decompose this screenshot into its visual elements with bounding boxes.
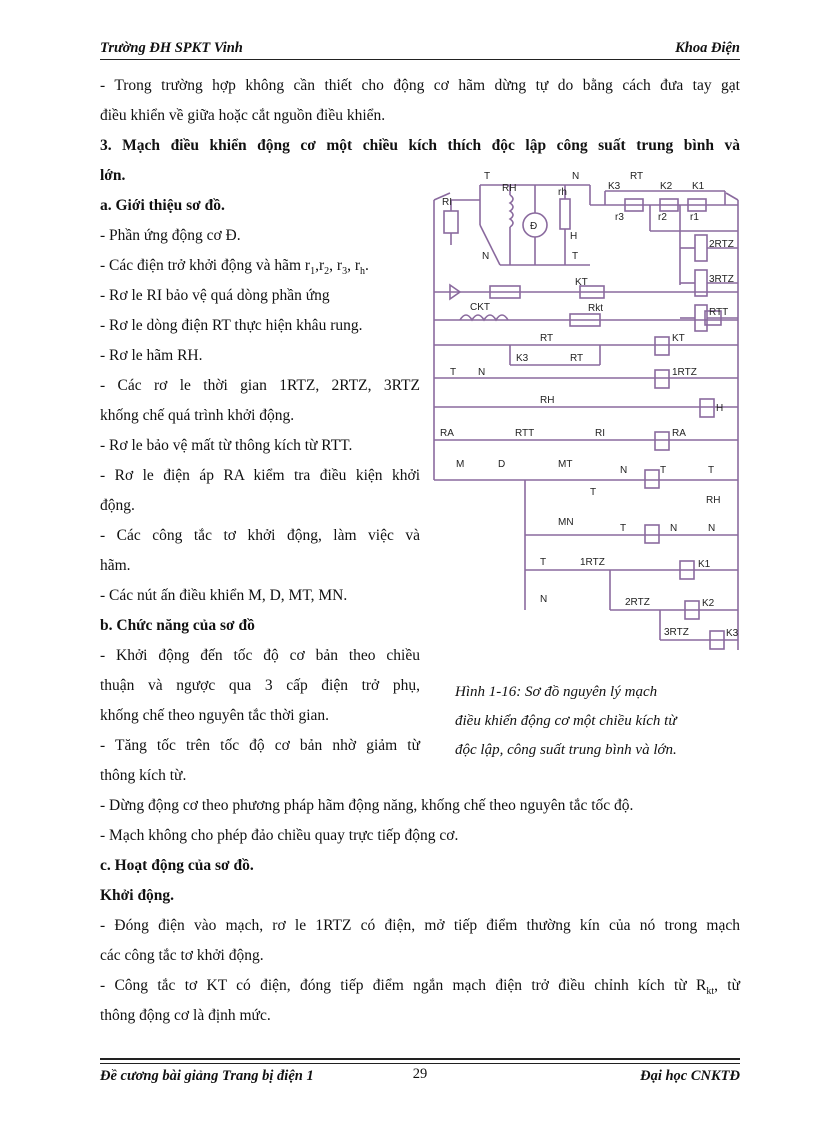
- diagram-label: r2: [658, 212, 667, 223]
- circuit-diagram: [420, 165, 750, 675]
- list-c-item: - Công tắc tơ KT có điện, đóng tiếp điểm ngắn mạch điện trở điều chỉnh kích từ $R_{kt}$, từ: [100, 977, 740, 998]
- diagram-label: T: [484, 171, 491, 182]
- list-a-item: - Các nút ấn điều khiển M, D, MT, MN.: [100, 587, 348, 604]
- diagram-label: D: [498, 459, 506, 470]
- diagram-label: RA: [440, 428, 454, 439]
- diagram-label: T: [572, 251, 579, 262]
- list-a-item: khống chế quá trình khởi động.: [100, 407, 295, 424]
- page-header: [100, 38, 740, 60]
- list-b-item: - Dừng động cơ theo phương pháp hãm động năng, khống chế theo nguyên tắc tốc độ.: [100, 797, 634, 814]
- diagram-label: RTT: [515, 428, 535, 439]
- diagram-label: K1: [698, 559, 711, 570]
- header-school: Trường ĐH SPKT Vinh: [100, 40, 243, 56]
- diagram-label: K2: [702, 598, 715, 609]
- subsection-c-heading: c. Hoạt động của sơ đồ.: [100, 857, 254, 874]
- diagram-label: 3RTZ: [664, 627, 689, 638]
- diagram-label: RI: [442, 197, 452, 208]
- startup-heading: Khởi động.: [100, 887, 175, 904]
- diagram-label: rh: [558, 187, 567, 198]
- diagram-label: 2RTZ: [709, 239, 734, 250]
- list-b-item: - Khởi động đến tốc độ cơ bản theo chiều: [100, 647, 420, 664]
- page-number: 29: [412, 1066, 428, 1082]
- footer-university: Đại học CNKTĐ: [640, 1068, 740, 1084]
- footer-course: Đề cương bài giảng Trang bị điện 1: [100, 1068, 314, 1084]
- list-c-item: - Đóng điện vào mạch, rơ le 1RTZ có điện, mở tiếp điểm thường kín của nó trong mạch: [100, 917, 740, 934]
- list-a-item: - Rơ le bảo vệ mất từ thông kích từ RTT.: [100, 437, 353, 454]
- list-c-item: các công tắc tơ khởi động.: [100, 947, 264, 964]
- list-a-item: hãm.: [100, 557, 131, 574]
- diagram-label: T: [590, 487, 597, 498]
- list-a-item: động.: [100, 497, 135, 514]
- diagram-label: CKT: [470, 302, 490, 313]
- list-b-item: - Mạch không cho phép đảo chiều quay trực tiếp động cơ.: [100, 827, 459, 844]
- diagram-label: KT: [672, 333, 685, 344]
- list-c-item: thông động cơ là định mức.: [100, 1007, 271, 1024]
- diagram-label: N: [478, 367, 486, 378]
- list-b-item: khống chế theo nguyên tắc thời gian.: [100, 707, 330, 724]
- diagram-label: Rkt: [588, 303, 603, 314]
- diagram-label: 2RTZ: [625, 597, 650, 608]
- page-footer: [100, 1054, 740, 1094]
- list-a-item: - Các rơ le thời gian 1RTZ, 2RTZ, 3RTZ: [100, 377, 420, 394]
- list-a-item: - Các điện trở khởi động và hãm $r_1,r_2$, $r_3$, $r_h$.: [100, 257, 369, 278]
- list-b-item: thông kích từ.: [100, 767, 187, 784]
- diagram-label: M: [456, 459, 465, 470]
- diagram-label: N: [572, 171, 580, 182]
- footer-rule: [100, 1058, 740, 1060]
- diagram-label: 1RTZ: [580, 557, 605, 568]
- diagram-label: RT: [570, 353, 584, 364]
- list-a-item: - Rơ le điện áp RA kiểm tra điều kiện khởi: [100, 467, 420, 484]
- intro-line-2: điều khiển về giữa hoặc cắt nguồn điều khiển.: [100, 107, 386, 124]
- diagram-label: N: [708, 523, 716, 534]
- diagram-label: r3: [615, 212, 624, 223]
- diagram-label: K2: [660, 181, 673, 192]
- diagram-label: N: [670, 523, 678, 534]
- list-a-item: - Các công tắc tơ khởi động, làm việc và: [100, 527, 420, 544]
- diagram-label: 3RTZ: [709, 274, 734, 285]
- diagram-label: RI: [595, 428, 605, 439]
- diagram-label: KT: [575, 277, 588, 288]
- diagram-label: H: [570, 231, 578, 242]
- diagram-label: T: [450, 367, 457, 378]
- header-rule: [100, 59, 740, 60]
- diagram-label: MT: [558, 459, 573, 470]
- intro-line-1: - Trong trường hợp không cần thiết cho động cơ hãm dừng tự do bằng cách đưa tay gạt: [100, 77, 740, 94]
- diagram-label: RH: [502, 183, 517, 194]
- diagram-label: K1: [692, 181, 705, 192]
- header-department: Khoa Điện: [675, 40, 740, 56]
- diagram-label: K3: [608, 181, 621, 192]
- diagram-label: RTT: [709, 307, 729, 318]
- diagram-label: T: [708, 465, 715, 476]
- list-a-item: - Rơ le RI bảo vệ quá dòng phần ứng: [100, 287, 330, 304]
- diagram-label: N: [482, 251, 490, 262]
- diagram-label: K3: [516, 353, 529, 364]
- diagram-label: RT: [540, 333, 554, 344]
- diagram-label: T: [620, 523, 627, 534]
- diagram-label: H: [716, 403, 724, 414]
- diagram-label: RT: [630, 171, 644, 182]
- diagram-label: T: [660, 465, 667, 476]
- diagram-label: RA: [672, 428, 686, 439]
- list-b-item: - Tăng tốc trên tốc độ cơ bản nhờ giảm từ: [100, 737, 420, 754]
- diagram-label: N: [620, 465, 628, 476]
- diagram-label: Đ: [530, 221, 538, 232]
- section-title-line-1: 3. Mạch điều khiển động cơ một chiều kích thích độc lập công suất trung bình và: [100, 137, 740, 154]
- figure-caption: Hình 1-16: Sơ đồ nguyên lý mạch điều khiển động cơ một chiều kích từ độc lập, công suất trung bình và lớn.: [455, 684, 677, 758]
- list-a-item: - Phần ứng động cơ Đ.: [100, 227, 241, 244]
- footer-rule-thin: [100, 1063, 740, 1064]
- diagram-label: RH: [706, 495, 721, 506]
- diagram-label: 1RTZ: [672, 367, 697, 378]
- diagram-label: RH: [540, 395, 555, 406]
- subsection-a-heading: a. Giới thiệu sơ đồ.: [100, 197, 225, 214]
- diagram-label: N: [540, 594, 548, 605]
- list-a-item: - Rơ le hãm RH.: [100, 347, 203, 364]
- diagram-label: K3: [726, 628, 739, 639]
- diagram-label: T: [540, 557, 547, 568]
- diagram-label: r1: [690, 212, 699, 223]
- subsection-b-heading: b. Chức năng của sơ đồ: [100, 617, 255, 634]
- diagram-label: MN: [558, 517, 574, 528]
- list-a-item: - Rơ le dòng điện RT thực hiện khâu rung.: [100, 317, 363, 334]
- section-title-line-2: lớn.: [100, 167, 126, 184]
- list-b-item: thuận và ngược qua 3 cấp điện trở phụ,: [100, 677, 420, 694]
